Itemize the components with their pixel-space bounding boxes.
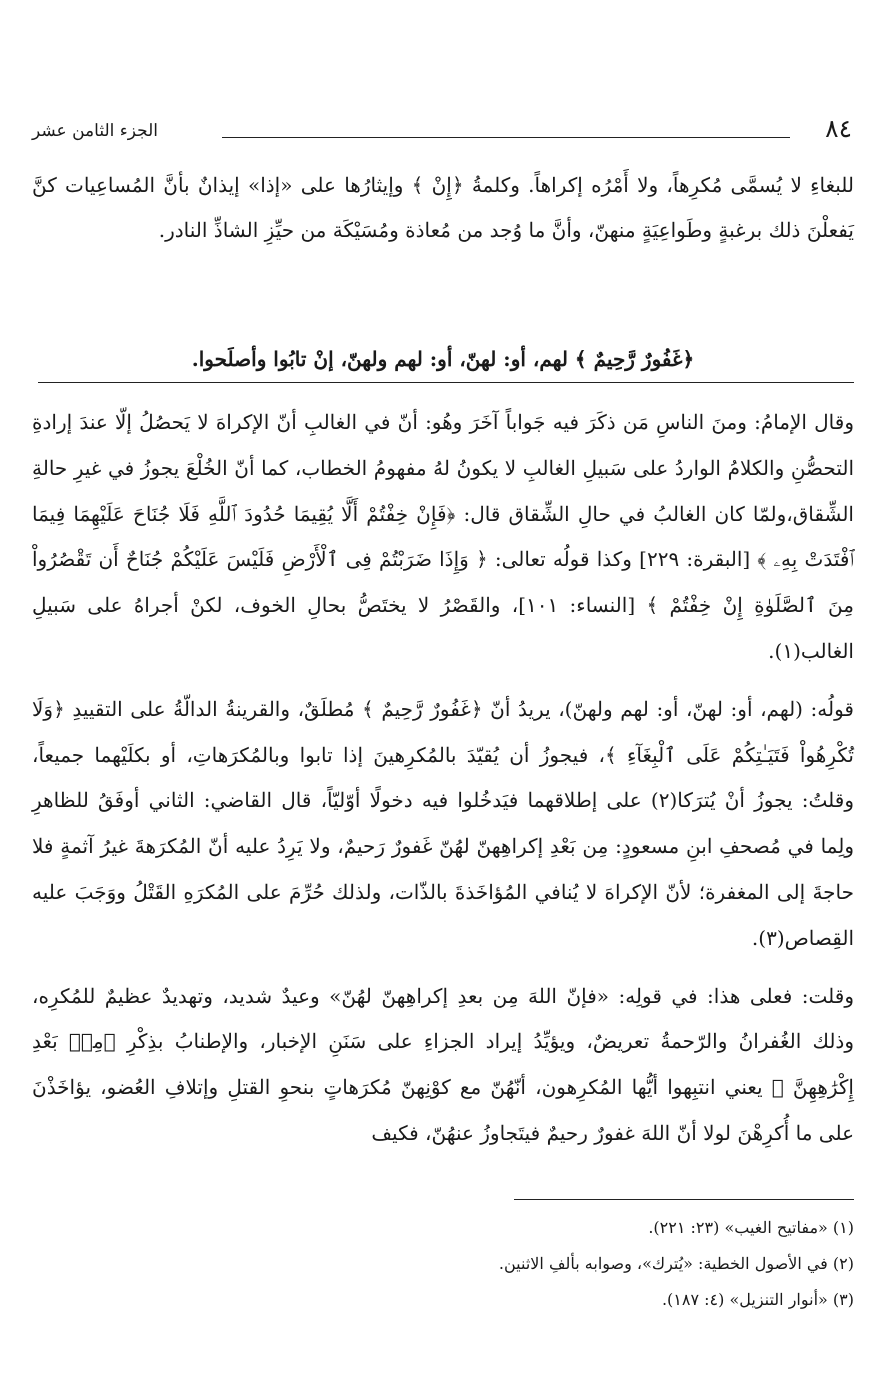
header-rule	[222, 137, 790, 138]
page-number: ٨٤	[825, 114, 852, 143]
main-text	[32, 163, 854, 253]
footnote-item: (٢) في الأصول الخطية: «يُترك»، وصوابه بألفِ الاثنين.	[498, 1254, 854, 1273]
quoted-verse-line: ﴿غَفُورٌ رَّحِيمٌ ﴾ لهم، أو: لهنّ، أو: لهم ولهنّ، إنْ تابُوا وأصلَحوا.	[191, 347, 695, 371]
footnote-rule	[514, 1199, 854, 1200]
commentary-text	[32, 400, 854, 1157]
commentary-paragraph: وقال الإمامُ: ومنَ الناسِ مَن ذكَرَ فيه جَواباً آخَرَ وهُو: أنّ في الغالبِ أنّ الإكراهَ لا يَحصُلُ إلّا عندَ إرادةِ التحصُّنِ والكلامُ الواردُ على سَبيلِ الغالبِ لا يكونُ لهُ مفهومُ الخطاب، كما أنّ الخُلْعَ يجوزُ في غيرِ حالةِ الشِّقاق،ولمّا كان الغالبُ في حالِ الشِّقاق قال: ﴿فَإِنْ خِفْتُمْ أَلَّا يُقِيمَا حُدُودَ ٱللَّهِ فَلَا جُنَاحَ عَلَيْهِمَا فِيمَا ٱفْتَدَتْ بِهِۦ ﴾ [البقرة: ٢٢٩] وكذا قولُه تعالى: ﴿ وَإِذَا ضَرَبْتُمْ فِى ٱلْأَرْضِ فَلَيْسَ عَلَيْكُمْ جُنَاحٌ أَن تَقْصُرُواْ مِنَ ٱلصَّلَوٰةِ إِنْ خِفْتُمْ ﴾ [النساء: ١٠١]، والقَصْرُ لا يختَصُّ بحالِ الخوف، لكنْ أجراهُ على سَبيلِ الغالب(١).	[32, 410, 855, 663]
footnotes	[200, 1210, 854, 1318]
section-divider	[38, 382, 854, 383]
volume-title: الجزء الثامن عشر	[32, 121, 159, 141]
main-paragraph: للبغاءِ لا يُسمَّى مُكرِهاً، ولا أَمْرُه إكراهاً. وكلمةُ ﴿إِنْ ﴾ وإيثارُها على «إذا» إيذانٌ بأنَّ المُساعِيات كنَّ يَفعلْنَ ذلك برغبةٍ وطَواعِيَةٍ منهنّ، وأنَّ ما وُجد من مُعاذة ومُسَيْكَة من حيِّزِ الشاذِّ النادر.	[32, 173, 854, 242]
footnote-item: (١) «مفاتيح الغيب» (٢٣: ٢٢١).	[648, 1218, 854, 1237]
running-header	[32, 112, 852, 152]
commentary-paragraph: وقلت: فعلى هذا: في قولِه: «فإنّ اللهَ مِن بعدِ إكراهِهنّ لهُنّ» وعيدٌ شديد، وتهديدٌ عظيمٌ للمُكرِه، وذلك الغُفرانُ والرّحمةُ تعريضٌ، ويؤيِّدُ إيراد الجزاءِ على سَنَنِ الإخبار، والإطنابُ بذِكْرِ ﴿مِنۢ بَعْدِ إِكْرَٰهِهِنَّ ﴾ يعني انتبِهوا أيُّها المُكرِهون، أنّهُنّ مع كوْنِهنّ مُكرَهاتٍ بنحوِ القتلِ وإتلافِ العُضو، يؤاخَذْنَ على ما أُكرِهْنَ لولا أنّ اللهَ غفورٌ رحيمٌ فيتَجاوزُ عنهُنّ، فكيف	[32, 983, 854, 1145]
commentary-paragraph: قولُه: (لهم، أو: لهنّ، أو: لهم ولهنّ)، يريدُ أنّ ﴿غَفُورٌ رَّحِيمٌ ﴾ مُطلَقٌ، والقرينةُ الدالّةُ على التقييدِ ﴿وَلَا تُكْرِهُواْ فَتَيَـٰتِكُمْ عَلَى ٱلْبِغَآءِ ﴾، فيجوزُ أن يُقيّدَ بالمُكرِهينَ إذا تابوا وبالمُكرَهاتِ، أو بكلَيْهما جميعاً، وقلتُ: يجوزُ أنْ يُترَكا(٢) على إطلاقهما فيَدخُلوا فيه دخولًا أوّليّاً، قال القاضي: الثاني أوفَقُ للظاهرِ ولِما في مُصحفِ ابنِ مسعودٍ: مِن بَعْدِ إكراهِهنّ لهُنّ غَفورٌ رَحيمٌ، ولا يَرِدُ عليه أنّ المُكرَهةَ غيرُ آثمةٍ فلا حاجةَ إلى المغفرة؛ لأنّ الإكراهَ لا يُنافي المُؤاخَذةَ بالذّات، ولذلك حُرِّمَ على المُكرَهِ القَتْلُ ووَجَبَ عليه القِصاص(٣).	[32, 696, 854, 950]
footnote-item: (٣) «أنوار التنزيل» (٤: ١٨٧).	[661, 1290, 854, 1309]
